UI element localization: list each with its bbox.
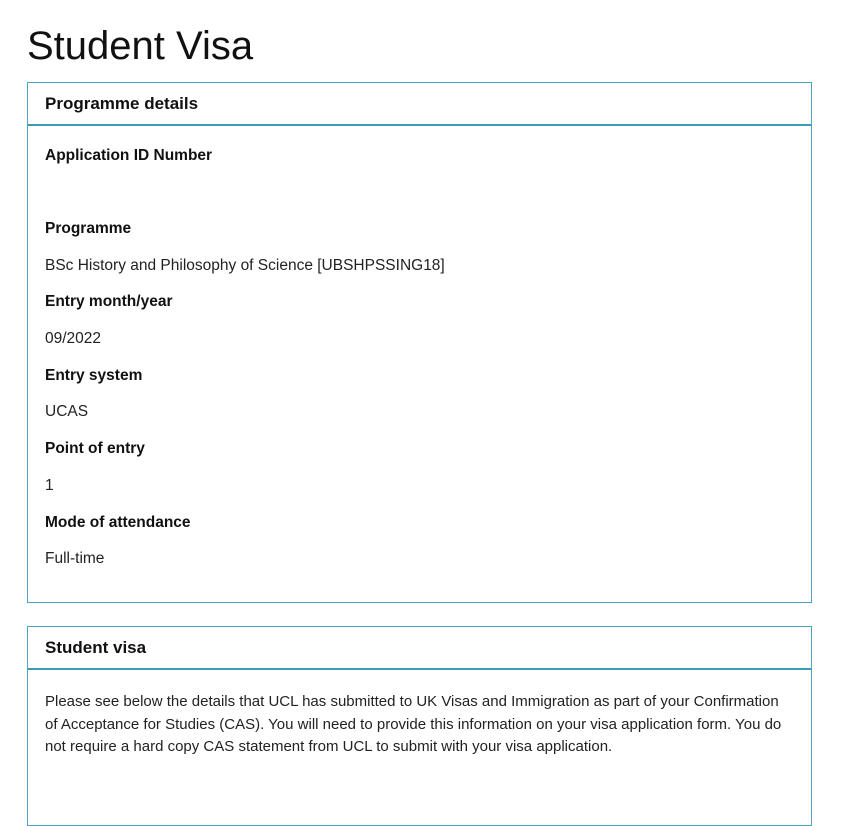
entry-system-label: Entry system [45, 367, 143, 384]
entry-system-value: UCAS [45, 403, 89, 420]
programme-details-header: Programme details [28, 83, 811, 126]
student-visa-panel [27, 626, 812, 826]
student-visa-header: Student visa [28, 627, 811, 670]
application-id-label: Application ID Number [45, 147, 213, 164]
point-of-entry-value: 1 [45, 477, 54, 494]
mode-of-attendance-label: Mode of attendance [45, 514, 191, 531]
programme-details-panel [27, 82, 812, 603]
student-visa-description: Please see below the details that UCL has submitted to UK Visas and Immigration as part of your Confirmation of Acceptance for Studies (CAS). You will need to provide this information on your visa application form. You do not require a hard copy CAS statement from UCL to submit with your visa application. [45, 693, 782, 755]
page-title: Student Visa [27, 24, 254, 68]
entry-month-year-label: Entry month/year [45, 293, 173, 310]
programme-value: BSc History and Philosophy of Science [UBSHPSSING18] [45, 257, 445, 274]
programme-label: Programme [45, 220, 132, 237]
point-of-entry-label: Point of entry [45, 440, 145, 457]
entry-month-year-value: 09/2022 [45, 330, 102, 347]
mode-of-attendance-value: Full-time [45, 550, 105, 567]
